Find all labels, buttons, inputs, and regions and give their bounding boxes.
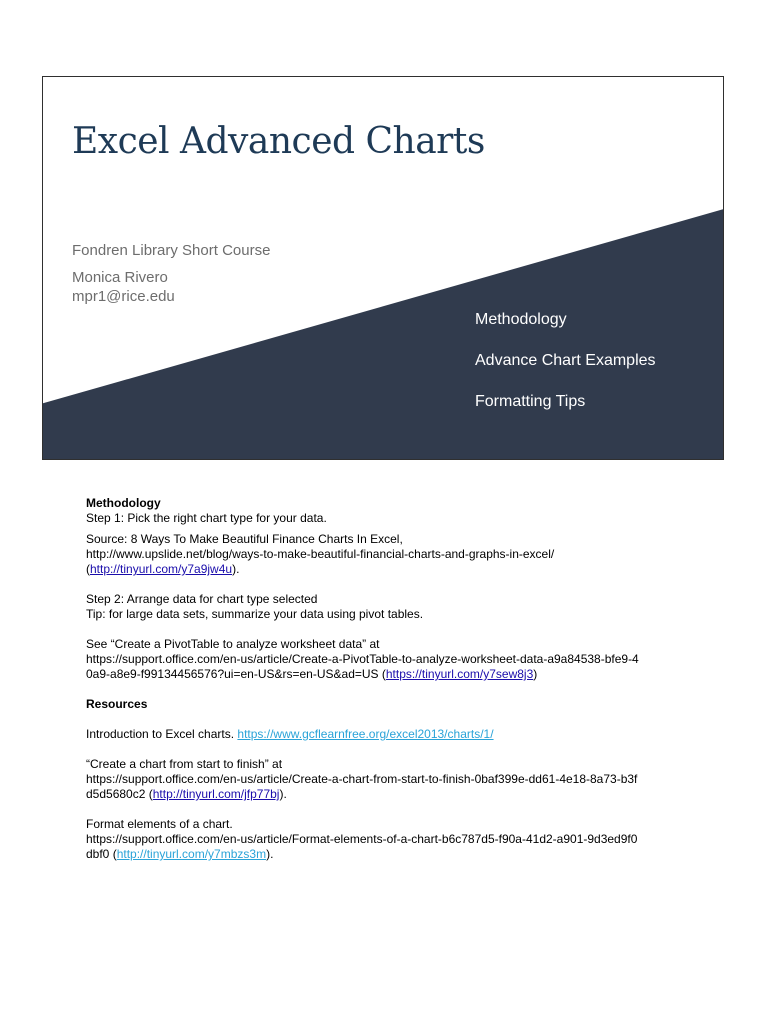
- course-name: Fondren Library Short Course: [72, 242, 271, 259]
- intro-link[interactable]: https://www.gcflearnfree.org/excel2013/charts/1/: [237, 727, 494, 741]
- step2-text: Step 2: Arrange data for chart type selected: [86, 592, 318, 606]
- step1-text: Step 1: Pick the right chart type for your data.: [86, 511, 327, 525]
- paren-open: (: [86, 562, 90, 576]
- source-url: http://www.upslide.net/blog/ways-to-make-beautiful-financial-charts-and-graphs-in-excel/: [86, 547, 555, 561]
- paren-close: ): [533, 667, 538, 681]
- topic-list: [475, 309, 656, 432]
- source-short-line: [86, 562, 686, 577]
- intro-text: Introduction to Excel charts.: [86, 727, 238, 741]
- format-short-link[interactable]: http://tinyurl.com/y7mbzs3m: [116, 847, 267, 861]
- create-short-link[interactable]: http://tinyurl.com/jfp77bj: [152, 787, 280, 801]
- topic-item: Methodology: [475, 311, 567, 328]
- format-url-line-2: [86, 847, 686, 862]
- handout-text: [86, 496, 686, 862]
- paren-close: ).: [266, 847, 274, 861]
- topic-item: Advance Chart Examples: [475, 352, 656, 369]
- create-url-line-2: [86, 787, 686, 802]
- intro-line: [86, 727, 686, 742]
- format-title: Format elements of a chart.: [86, 817, 233, 831]
- methodology-heading: Methodology: [86, 496, 161, 510]
- see-text: See “Create a PivotTable to analyze worksheet data” at: [86, 637, 380, 651]
- see-url-tail: 0a9-a8e9-f99134456576?ui=en-US&rs=en-US&ad=US (: [86, 667, 386, 681]
- format-url-line-1: https://support.office.com/en-us/article/Format-elements-of-a-chart-b6c787d5-f90a-41d2-a901-9d3ed9f0: [86, 832, 638, 846]
- source-short-link[interactable]: http://tinyurl.com/y7a9jw4u: [90, 562, 233, 576]
- create-url-tail: d5d5680c2 (: [86, 787, 153, 801]
- see-url-line-2: [86, 667, 686, 682]
- topic-item: Formatting Tips: [475, 393, 586, 410]
- paren-close: ).: [279, 787, 287, 801]
- author-name: Monica Rivero: [72, 269, 168, 286]
- see-short-link[interactable]: https://tinyurl.com/y7sew8j3: [385, 667, 534, 681]
- source-text: Source: 8 Ways To Make Beautiful Finance Charts In Excel,: [86, 532, 403, 546]
- tip-text: Tip: for large data sets, summarize your data using pivot tables.: [86, 607, 424, 621]
- see-url-line-1: https://support.office.com/en-us/article/Create-a-PivotTable-to-analyze-worksheet-data-a9a84538-bfe9-4: [86, 652, 639, 666]
- slide-title: Excel Advanced Charts: [72, 121, 485, 162]
- format-url-tail: dbf0 (: [86, 847, 117, 861]
- title-slide: [42, 76, 724, 460]
- resources-heading: Resources: [86, 697, 148, 711]
- author-email: mpr1@rice.edu: [72, 288, 175, 305]
- paren-close: ).: [232, 562, 240, 576]
- create-url-line-1: https://support.office.com/en-us/article/Create-a-chart-from-start-to-finish-0baf399e-dd61-4e18-8a73-b3f: [86, 772, 638, 786]
- create-title: “Create a chart from start to finish” at: [86, 757, 283, 771]
